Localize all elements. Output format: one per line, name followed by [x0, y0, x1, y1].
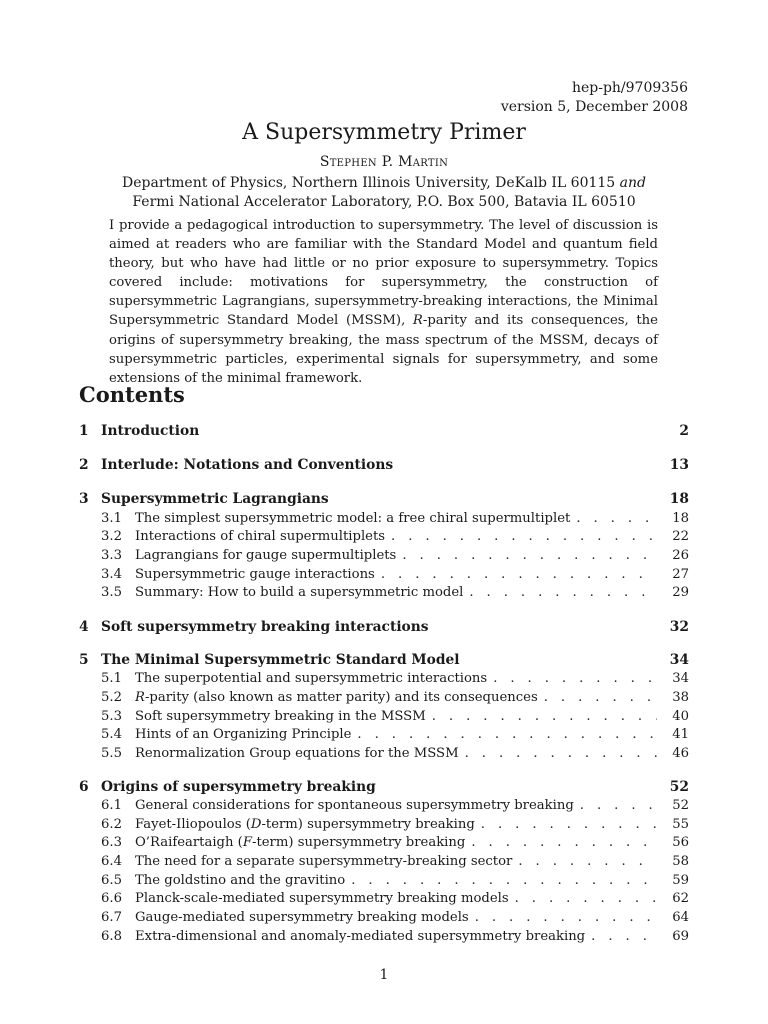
- toc-title-italic: D: [250, 817, 262, 832]
- toc-subsection-6-5[interactable]: [101, 873, 689, 892]
- toc-title-wrapper: [135, 690, 538, 705]
- toc-number: 6: [79, 779, 89, 795]
- toc-number: 6.7: [101, 910, 122, 925]
- toc-number: 3.1: [101, 511, 122, 526]
- toc-leader-dots: [544, 690, 657, 705]
- toc-title: Origins of supersymmetry breaking: [101, 779, 376, 795]
- toc-leader-dots: [475, 910, 657, 925]
- toc-subsection-3-4[interactable]: [101, 567, 689, 586]
- toc-title: Lagrangians for gauge supermultiplets: [135, 548, 397, 563]
- toc-number: 5.3: [101, 709, 122, 724]
- toc-title: Supersymmetric Lagrangians: [101, 491, 329, 507]
- toc-subsection-5-5[interactable]: [101, 746, 689, 765]
- toc-page: 29: [672, 585, 689, 600]
- toc-section-5[interactable]: [79, 652, 689, 672]
- contents-heading: Contents: [79, 382, 185, 407]
- toc-page: 18: [669, 491, 689, 507]
- toc-number: 3.3: [101, 548, 122, 563]
- toc-section-3[interactable]: [79, 491, 689, 511]
- toc-title: Introduction: [101, 423, 200, 439]
- affiliation-and: and: [619, 175, 646, 191]
- toc-page: 38: [672, 690, 689, 705]
- toc-subsection-6-8[interactable]: [101, 929, 689, 948]
- toc-number: 6.2: [101, 817, 122, 832]
- toc-number: 5.2: [101, 690, 122, 705]
- toc-leader-dots: [351, 873, 657, 888]
- toc-page: 41: [672, 727, 689, 742]
- toc-title: The simplest supersymmetric model: a free chiral supermultiplet: [135, 511, 571, 526]
- affiliation-line-1: [0, 174, 768, 193]
- toc-leader-dots: [591, 929, 657, 944]
- toc-page: 34: [672, 671, 689, 686]
- toc-subsection-6-2[interactable]: [101, 817, 689, 836]
- toc-number: 3.5: [101, 585, 122, 600]
- toc-number: 6.1: [101, 798, 122, 813]
- toc-number: 3.2: [101, 529, 122, 544]
- toc-subsection-6-4[interactable]: [101, 854, 689, 873]
- toc-number: 5.1: [101, 671, 122, 686]
- toc-subsection-5-1[interactable]: [101, 671, 689, 690]
- toc-title: Interactions of chiral supermultiplets: [135, 529, 386, 544]
- toc-number: 2: [79, 457, 89, 473]
- toc-leader-dots: [580, 798, 657, 813]
- toc-subsection-3-1[interactable]: [101, 511, 689, 530]
- abstract-italic-r: R: [412, 313, 423, 329]
- author-name: Stephen P. Martin: [319, 154, 449, 170]
- toc-leader-dots: [518, 854, 657, 869]
- toc-number: 6.3: [101, 835, 122, 850]
- toc-title: Renormalization Group equations for the MSSM: [135, 746, 459, 761]
- toc-subsection-6-1[interactable]: [101, 798, 689, 817]
- toc-number: 6.5: [101, 873, 122, 888]
- toc-subsection-5-2[interactable]: [101, 690, 689, 709]
- toc-subsection-3-2[interactable]: [101, 529, 689, 548]
- toc-number: 6.6: [101, 891, 122, 906]
- toc-subsection-5-3[interactable]: [101, 709, 689, 728]
- toc-leader-dots: [381, 567, 657, 582]
- toc-leader-dots: [402, 548, 657, 563]
- toc-title: The need for a separate supersymmetry-breaking sector: [135, 854, 513, 869]
- toc-title: Extra-dimensional and anomaly-mediated supersymmetry breaking: [135, 929, 586, 944]
- toc-page: 22: [672, 529, 689, 544]
- toc-title: Soft supersymmetry breaking in the MSSM: [135, 709, 426, 724]
- toc-page: 34: [669, 652, 689, 668]
- toc-title-prefix: Fayet-Iliopoulos (: [135, 817, 251, 832]
- preprint-number: hep-ph/9709356: [571, 80, 688, 96]
- toc-subsection-3-3[interactable]: [101, 548, 689, 567]
- toc-title: Interlude: Notations and Conventions: [101, 457, 394, 473]
- toc-leader-dots: [576, 511, 657, 526]
- toc-number: 5.4: [101, 727, 122, 742]
- toc-title-italic: F: [242, 835, 252, 850]
- toc-leader-dots: [391, 529, 657, 544]
- toc-subsection-6-3[interactable]: [101, 835, 689, 854]
- page-number: 1: [379, 967, 389, 983]
- abstract-text-2: -parity and its consequences, the origins of supersymmetry breaking, the mass spectrum of the MSSM, decays of supersymmetric particles, experimental signals for supersymmetry, and some extensions of the minimal framework.: [109, 313, 658, 386]
- toc-title: The goldstino and the gravitino: [135, 873, 346, 888]
- toc-page: 58: [672, 854, 689, 869]
- affiliation-line-2: Fermi National Accelerator Laboratory, P.O. Box 500, Batavia IL 60510: [132, 194, 636, 210]
- toc-page: 69: [672, 929, 689, 944]
- toc-title: Supersymmetric gauge interactions: [135, 567, 375, 582]
- toc-leader-dots: [432, 709, 657, 724]
- toc-page: 13: [669, 457, 689, 473]
- toc-page: 64: [672, 910, 689, 925]
- toc-title: Gauge-mediated supersymmetry breaking models: [135, 910, 469, 925]
- toc-number: 6.8: [101, 929, 122, 944]
- toc-title: -parity (also known as matter parity) and its consequences: [144, 690, 538, 705]
- toc-page: 52: [669, 779, 689, 795]
- toc-section-6[interactable]: [79, 779, 689, 799]
- paper-title: A Supersymmetry Primer: [242, 120, 526, 145]
- toc-number: 3.4: [101, 567, 122, 582]
- toc-leader-dots: [357, 727, 657, 742]
- toc-leader-dots: [481, 817, 657, 832]
- toc-number: 5: [79, 652, 89, 668]
- toc-title: The superpotential and supersymmetric interactions: [135, 671, 488, 686]
- toc-subsection-5-4[interactable]: [101, 727, 689, 746]
- toc-page: 62: [672, 891, 689, 906]
- affiliation-niu: Department of Physics, Northern Illinois University, DeKalb IL 60115: [122, 175, 616, 191]
- toc-section-1[interactable]: [79, 423, 689, 443]
- toc-title: Hints of an Organizing Principle: [135, 727, 352, 742]
- toc-number: 1: [79, 423, 89, 439]
- toc-page: 56: [672, 835, 689, 850]
- toc-title: -term) supersymmetry breaking: [251, 835, 466, 850]
- toc-number: 3: [79, 491, 89, 507]
- toc-page: 55: [672, 817, 689, 832]
- toc-title-wrapper: [135, 835, 465, 850]
- affiliation: [0, 174, 768, 212]
- toc-leader-dots: [465, 746, 657, 761]
- toc-title: General considerations for spontaneous supersymmetry breaking: [135, 798, 574, 813]
- toc-leader-dots: [515, 891, 657, 906]
- toc-leader-dots: [471, 835, 657, 850]
- toc-title: -term) supersymmetry breaking: [261, 817, 475, 832]
- toc-page: 2: [679, 423, 689, 439]
- abstract-text-1: I provide a pedagogical introduction to supersymmetry. The level of discussion is aimed at readers who are familiar with the Standard Model and quantum field theory, but who have had little or no prior exposure to supersymmetry. Topics covered include: motivations for supersymmetry, the construction of supersymmetric Lagrangians, supersymmetry-breaking interactions, the Minimal Supersymmetric Standard Model (MSSM),: [109, 218, 658, 329]
- preprint-version: version 5, December 2008: [500, 99, 688, 115]
- toc-title-italic: R: [135, 690, 145, 705]
- toc-number: 6.4: [101, 854, 122, 869]
- toc-title: Planck-scale-mediated supersymmetry breaking models: [135, 891, 509, 906]
- toc-title: Soft supersymmetry breaking interactions: [101, 619, 429, 635]
- toc-page: 40: [672, 709, 689, 724]
- toc-page: 26: [672, 548, 689, 563]
- preprint-info: [501, 79, 688, 117]
- toc-section-4[interactable]: [79, 619, 689, 639]
- toc-title: Summary: How to build a supersymmetric model: [135, 585, 464, 600]
- toc-title-wrapper: [135, 817, 475, 832]
- toc-section-2[interactable]: [79, 457, 689, 477]
- toc-page: 32: [669, 619, 689, 635]
- toc-leader-dots: [493, 671, 657, 686]
- toc-page: 59: [672, 873, 689, 888]
- toc-subsection-3-5[interactable]: [101, 585, 689, 604]
- toc-subsection-6-6[interactable]: [101, 891, 689, 910]
- toc-subsection-6-7[interactable]: [101, 910, 689, 929]
- toc-page: 27: [672, 567, 689, 582]
- toc-title: The Minimal Supersymmetric Standard Model: [101, 652, 460, 668]
- abstract: [109, 216, 658, 388]
- toc-page: 52: [672, 798, 689, 813]
- toc-number: 5.5: [101, 746, 122, 761]
- toc-leader-dots: [469, 585, 657, 600]
- toc-page: 46: [672, 746, 689, 761]
- toc-number: 4: [79, 619, 89, 635]
- toc-title-prefix: O’Raifeartaigh (: [135, 835, 243, 850]
- toc-page: 18: [672, 511, 689, 526]
